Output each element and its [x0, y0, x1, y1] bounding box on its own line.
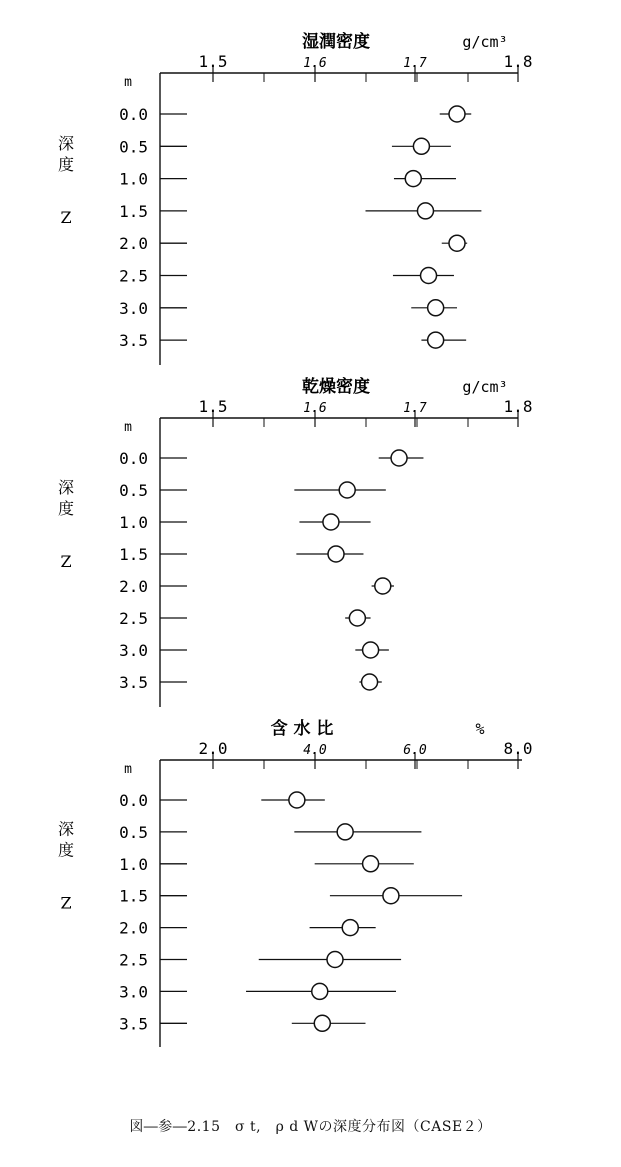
- chart1-y-axis-label-char: 深: [57, 134, 75, 154]
- chart3-y-tick-label: 0.0: [119, 791, 148, 810]
- chart1-x-tick-label: 1.6: [303, 56, 327, 71]
- chart2-y-tick-label: 1.0: [119, 513, 148, 532]
- figure-caption: 図―参―2.15 σ t, ρ d Wの深度分布図（CASE２）: [129, 1119, 492, 1135]
- chart3-data-point: [363, 856, 379, 872]
- chart2-y-tick-label: 3.5: [119, 673, 148, 692]
- chart3-unit-label: %: [475, 720, 485, 738]
- chart1-data-point: [421, 268, 437, 284]
- chart3-data-point: [337, 824, 353, 840]
- chart3-data-point: [312, 983, 328, 999]
- chart2-data-point: [363, 642, 379, 658]
- chart1-x-tick-label: 1.8: [503, 52, 533, 71]
- chart1-y-tick-label: 2.0: [119, 234, 148, 254]
- chart2-data-point: [349, 610, 365, 626]
- chart1-data-point: [405, 171, 421, 187]
- chart2-y-axis-label-char: 度: [57, 498, 75, 518]
- chart3-y-tick-label: 3.5: [119, 1014, 148, 1034]
- chart1-y-unit-label: m: [124, 75, 132, 90]
- chart1-y-tick-label: 1.0: [119, 169, 148, 189]
- chart2-title: 乾燥密度: [302, 377, 370, 397]
- chart2-x-tick-label: 1.7: [403, 401, 427, 416]
- chart2-y-tick-label: 2.5: [119, 609, 148, 628]
- chart2-y-axis-label-char: 深: [57, 477, 75, 497]
- chart2-unit-label: g/cm³: [462, 378, 508, 396]
- chart1-data-point: [413, 138, 429, 154]
- chart3-data-point: [289, 792, 305, 808]
- chart3-y-tick-label: 2.0: [119, 918, 148, 938]
- chart3-x-tick-label: 4.0: [303, 743, 327, 758]
- chart3-y-axis-symbol: Z: [60, 893, 72, 913]
- chart2-y-tick-label: 0.0: [119, 449, 148, 468]
- chart2-data-point: [362, 674, 378, 690]
- chart3-x-tick-label: 8.0: [503, 739, 533, 758]
- chart1-data-point: [417, 203, 433, 219]
- chart2-y-tick-label: 1.5: [119, 545, 148, 564]
- chart3-x-tick-label: 6.0: [403, 743, 427, 758]
- chart3-y-axis-label-char: 度: [57, 840, 75, 860]
- chart1-x-tick-label: 1.5: [198, 52, 228, 71]
- chart1-y-axis-label-char: 度: [57, 155, 75, 175]
- chart2-y-axis-symbol: Z: [60, 551, 72, 571]
- chart3-data-point: [314, 1015, 330, 1031]
- chart1-data-point: [428, 332, 444, 348]
- chart2-y-unit-label: m: [124, 420, 132, 435]
- chart1-data-point: [449, 106, 465, 122]
- chart2-data-point: [375, 578, 391, 594]
- chart1-data-point: [428, 300, 444, 316]
- chart1-y-tick-label: 0.5: [119, 137, 148, 157]
- chart1-y-axis-symbol: Z: [60, 208, 72, 228]
- chart1-x-tick-label: 1.7: [403, 56, 427, 71]
- chart2-data-point: [391, 450, 407, 466]
- chart3-y-axis-label-char: 深: [57, 819, 75, 839]
- chart2-x-tick-label: 1.5: [198, 397, 228, 416]
- chart1-y-tick-label: 3.5: [119, 331, 148, 351]
- chart3-x-tick-label: 2.0: [198, 739, 228, 758]
- chart3-title: 含 水 比: [270, 719, 334, 739]
- chart2-x-tick-label: 1.6: [303, 401, 327, 416]
- chart3-y-tick-label: 3.0: [119, 982, 148, 1002]
- chart3-y-tick-label: 2.5: [119, 950, 148, 970]
- chart1-title: 湿潤密度: [302, 32, 370, 52]
- chart1-y-tick-label: 0.0: [119, 105, 148, 124]
- chart1-unit-label: g/cm³: [462, 33, 508, 51]
- chart3-y-unit-label: m: [124, 762, 132, 777]
- chart1-data-point: [449, 235, 465, 251]
- chart1-y-tick-label: 2.5: [119, 266, 148, 286]
- chart2-data-point: [328, 546, 344, 562]
- chart3-data-point: [342, 920, 358, 936]
- chart1-y-tick-label: 1.5: [119, 201, 148, 221]
- chart3-y-tick-label: 0.5: [119, 822, 148, 842]
- chart2-data-point: [339, 482, 355, 498]
- chart2-data-point: [323, 514, 339, 530]
- chart2-y-tick-label: 3.0: [119, 641, 148, 660]
- chart2-y-tick-label: 0.5: [119, 481, 148, 500]
- chart3-y-tick-label: 1.0: [119, 854, 148, 874]
- chart1-y-tick-label: 3.0: [119, 298, 148, 318]
- chart3-data-point: [327, 952, 343, 968]
- chart3-y-tick-label: 1.5: [119, 886, 148, 906]
- chart2-y-tick-label: 2.0: [119, 577, 148, 596]
- chart3-data-point: [383, 888, 399, 904]
- chart2-x-tick-label: 1.8: [503, 397, 533, 416]
